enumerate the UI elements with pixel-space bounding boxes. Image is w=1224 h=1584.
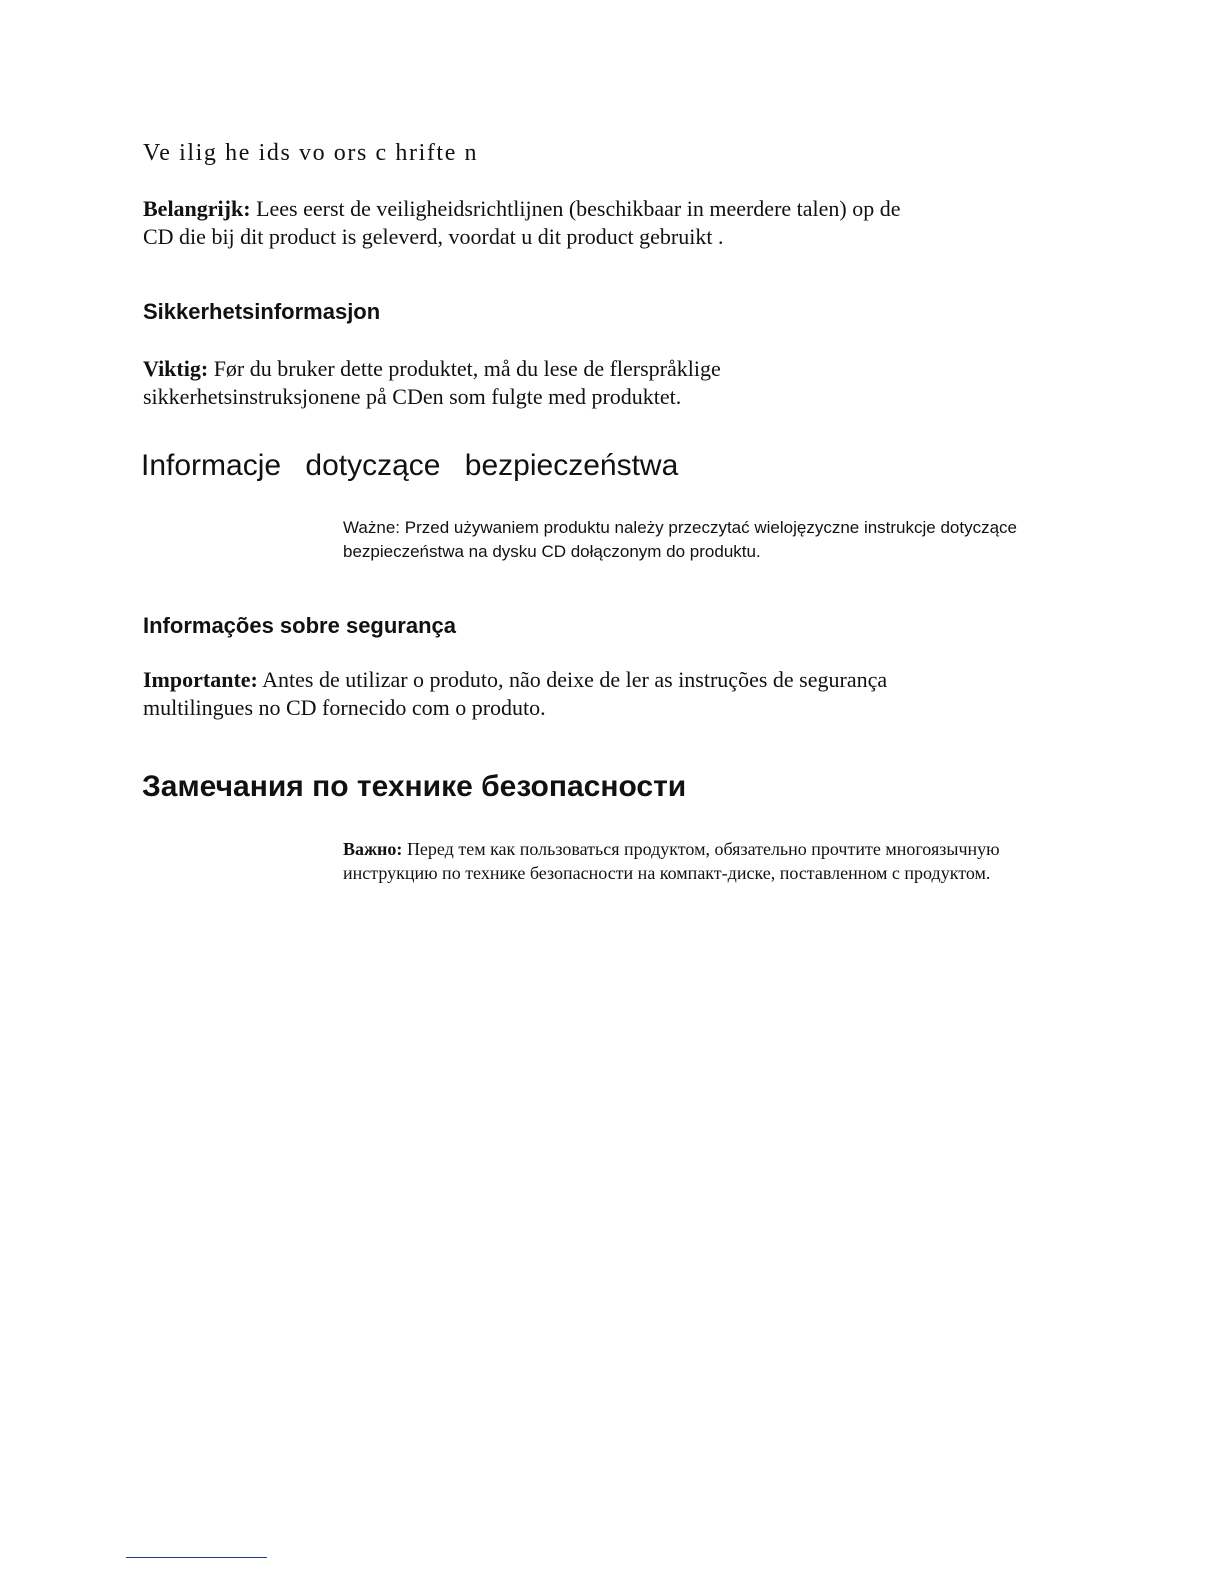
dutch-body-line-1 — [143, 195, 1023, 223]
russian-section-body — [343, 837, 1103, 885]
russian-section-heading: Замечания по технике безопасности — [142, 770, 687, 803]
dutch-body-text-1: Lees eerst de veiligheidsrichtlijnen (beschikbaar in meerdere talen) op de — [250, 196, 901, 221]
polish-body-line-2: bezpieczeństwa na dysku CD dołączonym do produktu. — [343, 542, 761, 561]
portuguese-section-heading: Informações sobre segurança — [143, 613, 457, 638]
russian-body-line-1 — [343, 837, 1103, 861]
polish-section-heading: Informacje dotyczące bezpieczeństwa — [141, 449, 679, 482]
norwegian-lead-label: Viktig: — [143, 356, 209, 381]
norwegian-body-line-1 — [143, 355, 903, 383]
portuguese-body-line-2: multilingues no CD fornecido com o produto. — [143, 695, 546, 720]
footer-divider — [126, 1557, 267, 1558]
dutch-body-line-2: CD die bij dit product is geleverd, voordat u dit product gebruikt . — [143, 224, 724, 249]
polish-body-line-1 — [343, 516, 1103, 540]
portuguese-lead-label: Importante: — [143, 667, 258, 692]
polish-body-text-1: Przed używaniem produktu należy przeczytać wielojęzyczne instrukcje dotyczące — [400, 518, 1018, 537]
russian-body-text-1: Перед тем как пользоваться продуктом, обязательно прочтите многоязычную — [402, 839, 1000, 859]
norwegian-body-text-1: Før du bruker dette produktet, må du lese de flerspråklige — [208, 356, 721, 381]
dutch-lead-label: Belangrijk: — [143, 196, 251, 221]
russian-lead-label: Важно: — [343, 839, 403, 859]
portuguese-section-body — [143, 666, 1003, 722]
dutch-section-body — [143, 195, 1023, 251]
russian-body-line-2: инструкцию по технике безопасности на компакт-диске, поставленном с продуктом. — [343, 863, 991, 883]
dutch-section-heading: Ve ilig he ids vo ors c hrifte n — [143, 140, 479, 166]
polish-lead-label: Ważne: — [343, 518, 401, 537]
norwegian-body-line-2: sikkerhetsinstruksjonene på CDen som fulgte med produktet. — [143, 384, 682, 409]
portuguese-body-line-1 — [143, 666, 1003, 694]
norwegian-section-body — [143, 355, 903, 411]
portuguese-body-text-1: Antes de utilizar o produto, não deixe de ler as instruções de segurança — [257, 667, 888, 692]
norwegian-section-heading: Sikkerhetsinformasjon — [143, 299, 381, 324]
polish-section-body — [343, 516, 1103, 564]
